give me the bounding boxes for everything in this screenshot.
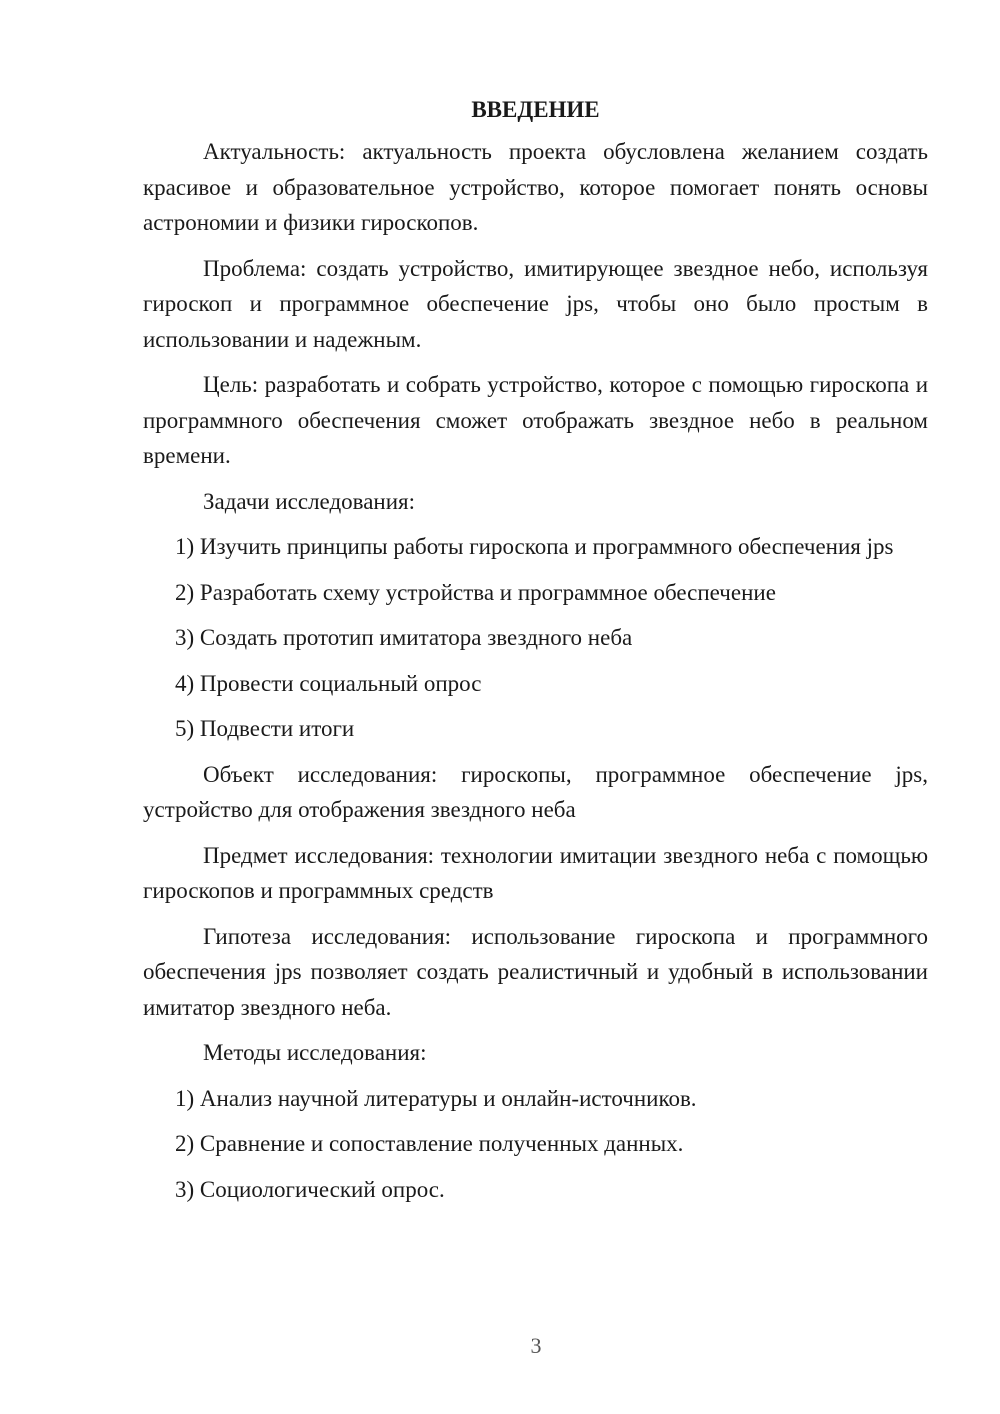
task-item-2: 2) Разработать схему устройства и программное обеспечение — [175, 579, 776, 605]
method-item-3: 3) Социологический опрос. — [175, 1176, 445, 1202]
tasks-list — [143, 529, 928, 747]
method-item-1: 1) Анализ научной литературы и онлайн-источников. — [175, 1085, 697, 1111]
subject-paragraph: Предмет исследования: технологии имитации звездного неба с помощью гироскопов и программных средств — [143, 842, 928, 903]
object-paragraph: Объект исследования: гироскопы, программное обеспечение jps, устройство для отображения звездного неба — [143, 761, 928, 822]
section-title: ВВЕДЕНИЕ — [471, 97, 600, 122]
methods-heading: Методы исследования: — [203, 1040, 427, 1065]
hypothesis-paragraph: Гипотеза исследования: использование гироскопа и программного обеспечения jps позволяет создать реалистичный и удобный в использовании имитатор звездного неба. — [143, 923, 928, 1020]
tasks-heading: Задачи исследования: — [203, 488, 416, 514]
goal-paragraph: Цель: разработать и собрать устройство, которое с помощью гироскопа и программного обеспечения сможет отображать звездное небо в реальном времени. — [143, 372, 928, 468]
relevance-paragraph: Актуальность: актуальность проекта обусловлена желанием создать красивое и образовательное устройство, которое помогает понять основы астрономии и физики гироскопов. — [143, 139, 928, 235]
problem-paragraph: Проблема: создать устройство, имитирующее звездное небо, используя гироскоп и программное обеспечение jps, чтобы оно было простым в использовании и надежным. — [143, 255, 928, 352]
task-item-5: 5) Подвести итоги — [175, 716, 355, 741]
methods-list — [143, 1081, 928, 1208]
task-item-4: 4) Провести социальный опрос — [175, 670, 482, 696]
method-item-2: 2) Сравнение и сопоставление полученных данных. — [175, 1131, 684, 1156]
task-item-3: 3) Создать прототип имитатора звездного неба — [175, 625, 633, 650]
document-page — [143, 92, 928, 1217]
task-item-1: 1) Изучить принципы работы гироскопа и программного обеспечения jps — [175, 534, 894, 559]
page-number: 3 — [530, 1333, 542, 1358]
